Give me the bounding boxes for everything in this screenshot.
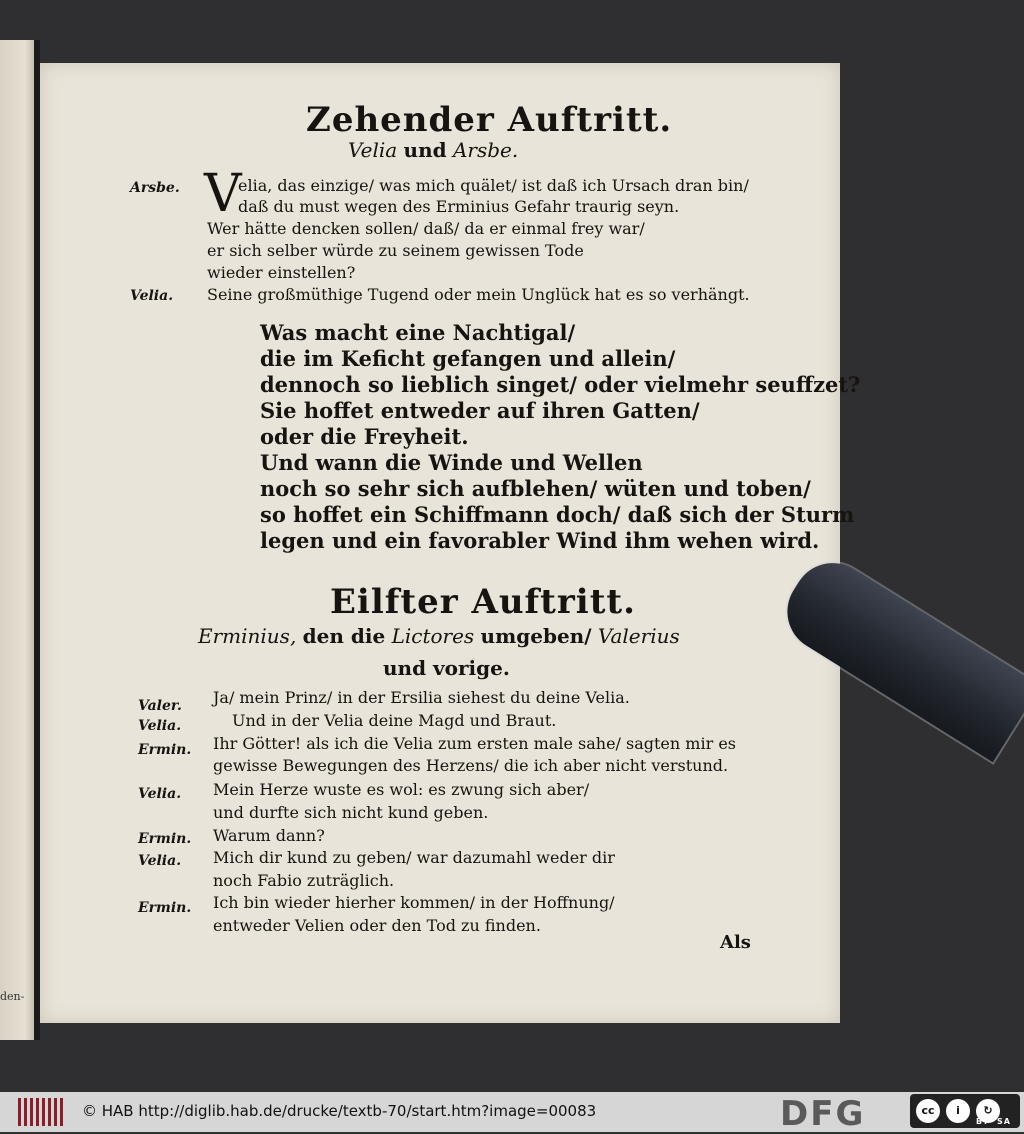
- characters-text: umgeben/: [480, 624, 592, 648]
- drop-cap: V: [204, 164, 242, 224]
- scene11-characters: [198, 624, 680, 648]
- dialogue-line: Wer hätte dencken sollen/ daß/ da er einmal frey war/: [207, 219, 645, 238]
- scene10-title: Zehender Auftritt.: [306, 100, 673, 140]
- poem-line: Und wann die Winde und Wellen: [260, 450, 643, 475]
- speaker-label: Velia.: [138, 853, 182, 869]
- speaker-label: Ermin.: [138, 900, 192, 916]
- dialogue-line: wieder einstellen?: [207, 263, 356, 282]
- sa-icon: ↻: [976, 1099, 1000, 1123]
- dialogue-line: noch Fabio zuträglich.: [213, 871, 395, 890]
- dialogue-line: elia, das einzige/ was mich quälet/ ist daß ich Ursach dran bin/: [238, 176, 749, 195]
- character-lictores: Lictores: [391, 624, 475, 648]
- facing-page-edge: [0, 40, 37, 1040]
- dialogue-line: Mich dir kund zu geben/ war dazumahl weder dir: [213, 848, 615, 867]
- character-valerius: Valerius: [597, 624, 680, 648]
- poem-line: die im Keficht gefangen und allein/: [260, 346, 676, 371]
- speaker-label: Velia.: [130, 288, 174, 304]
- dialogue-line: daß du must wegen des Erminius Gefahr traurig seyn.: [238, 197, 680, 216]
- dialogue-line: Mein Herze wuste es wol: es zwung sich aber/: [213, 780, 590, 799]
- cc-license-badge[interactable]: [910, 1094, 1020, 1128]
- speaker-label: Ermin.: [138, 831, 192, 847]
- library-barcode-icon: [18, 1098, 64, 1126]
- scene11-characters-cont: [383, 656, 510, 680]
- conjunction-und: und: [403, 138, 447, 162]
- catchword: Als: [720, 932, 751, 953]
- dialogue-line: Warum dann?: [213, 826, 325, 845]
- dfg-logo: DFG: [780, 1094, 866, 1134]
- by-icon: i: [946, 1099, 970, 1123]
- characters-text: den die: [302, 624, 386, 648]
- cc-by-label: BY SA: [976, 1117, 1011, 1126]
- characters-text: und vorige.: [383, 656, 510, 680]
- poem-line: oder die Freyheit.: [260, 424, 469, 449]
- poem-line: Sie hoffet entweder auf ihren Gatten/: [260, 398, 700, 423]
- dialogue-line: er sich selber würde zu seinem gewissen Tode: [207, 241, 584, 260]
- facing-page-fragment: den-: [0, 990, 25, 1003]
- dialogue-line: Und in der Velia deine Magd und Braut.: [232, 711, 557, 730]
- dialogue-line: und durfte sich nicht kund geben.: [213, 803, 489, 822]
- scene11-title: Eilfter Auftritt.: [330, 582, 636, 622]
- cc-icon: cc: [916, 1099, 940, 1123]
- dialogue-line: Ja/ mein Prinz/ in der Ersilia siehest du deine Velia.: [213, 688, 630, 707]
- dialogue-line: entweder Velien oder den Tod zu finden.: [213, 916, 541, 935]
- scene10-characters: [348, 138, 518, 162]
- character-arsbe: Arsbe.: [452, 138, 519, 162]
- dialogue-line: Ich bin wieder hierher kommen/ in der Hoffnung/: [213, 893, 615, 912]
- viewer-footer: [0, 1092, 1024, 1132]
- dialogue-line: gewisse Bewegungen des Herzens/ die ich aber nicht verstund.: [213, 756, 729, 775]
- dialogue-line: Seine großmüthige Tugend oder mein Unglück hat es so verhängt.: [207, 285, 750, 304]
- source-link[interactable]: © HAB http://diglib.hab.de/drucke/textb-70/start.htm?image=00083: [82, 1102, 597, 1120]
- poem-line: legen und ein favorabler Wind ihm wehen wird.: [260, 528, 820, 553]
- poem-line: so hoffet ein Schiffmann doch/ daß sich der Sturm: [260, 502, 855, 527]
- poem-line: dennoch so lieblich singet/ oder vielmehr seuffzet?: [260, 372, 861, 397]
- speaker-label: Valer.: [138, 698, 182, 714]
- speaker-label: Arsbe.: [130, 180, 180, 196]
- poem-line: Was macht eine Nachtigal/: [260, 320, 576, 345]
- character-velia: Velia: [348, 138, 398, 162]
- character-erminius: Erminius,: [198, 624, 297, 648]
- dialogue-line: Ihr Götter! als ich die Velia zum ersten male sahe/ sagten mir es: [213, 734, 736, 753]
- speaker-label: Ermin.: [138, 742, 192, 758]
- speaker-label: Velia.: [138, 786, 182, 802]
- speaker-label: Velia.: [138, 718, 182, 734]
- poem-line: noch so sehr sich aufblehen/ wüten und toben/: [260, 476, 811, 501]
